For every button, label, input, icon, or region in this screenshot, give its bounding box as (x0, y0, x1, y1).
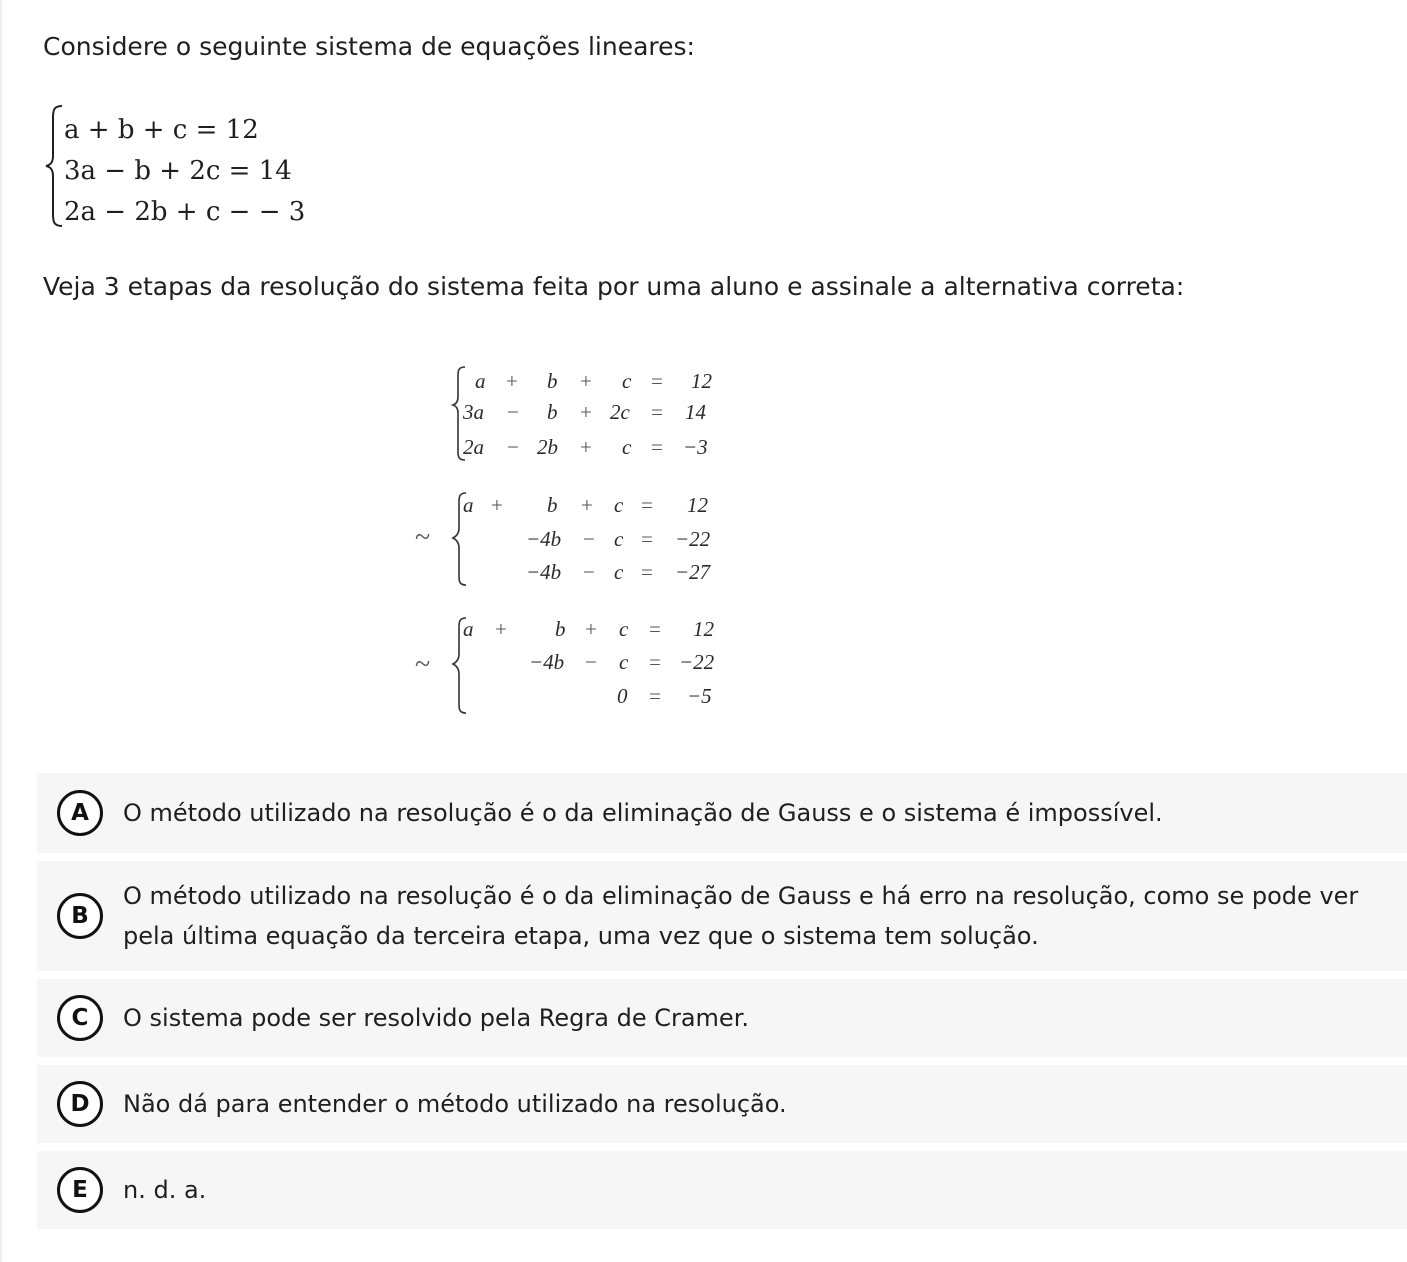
step-3-r1-c6: = (649, 617, 661, 641)
step-1-r3-c7: −3 (683, 435, 708, 459)
step-1-r2-c3: b (547, 400, 558, 424)
step-1-r2-c7: 14 (685, 400, 706, 424)
step-3-r2-c3: c (619, 650, 629, 674)
step-2-tilde: ~ (415, 522, 431, 553)
step-1-r3-c4: + (580, 435, 592, 459)
option-e-letter[interactable]: E (57, 1167, 103, 1213)
system-equations (64, 110, 305, 233)
step-3-r3-c1: 0 (617, 684, 628, 708)
step-1-r1-c4: + (580, 369, 592, 393)
step-3-r1-c5: c (619, 617, 629, 641)
step-2-r1-c2: + (491, 493, 503, 517)
step-3-r1-c2: + (495, 617, 507, 641)
option-d-letter[interactable]: D (57, 1081, 103, 1127)
option-d-text: Não dá para entender o método utilizado na resolução. (123, 1090, 787, 1118)
option-a[interactable] (37, 773, 1407, 853)
step-1-r1-c3: b (547, 369, 558, 393)
left-border (0, 0, 2, 1262)
question-text: Veja 3 etapas da resolução do sistema feita por uma aluno e assinale a alternativa correta: (43, 272, 1185, 301)
step-2-r3-c4: = (641, 560, 653, 584)
step-3-r2-c2: − (585, 650, 597, 674)
step-3-r3-c2: = (649, 684, 661, 708)
step-3-r1-c7: 12 (693, 617, 714, 641)
step-2-r2-c4: = (641, 527, 653, 551)
answer-options (37, 773, 1407, 1237)
step-1-r3-c2: − (507, 435, 519, 459)
system-equation-1: a + b + c = 12 (64, 115, 259, 145)
step-1-r1-c1: a (475, 369, 486, 393)
option-b[interactable] (37, 861, 1407, 971)
step-2-r2-c5: −22 (675, 527, 711, 551)
step-3-tilde: ~ (415, 649, 431, 680)
resolution-steps-figure (413, 360, 723, 720)
step-1-r1-c5: c (622, 369, 632, 393)
step-3-r2-c1: −4b (529, 650, 565, 674)
step-1-r1-c6: = (651, 369, 663, 393)
step-2-r2-c2: − (583, 527, 595, 551)
step-2-r1-c6: = (641, 493, 653, 517)
step-2-r3-c3: c (614, 560, 624, 584)
step-1-r3-c1: 2a (463, 435, 484, 459)
step-1-r3-c3: 2b (537, 435, 558, 459)
step-3-r3-c3: −5 (687, 684, 712, 708)
option-b-letter[interactable]: B (57, 893, 103, 939)
option-e-text: n. d. a. (123, 1176, 207, 1204)
step-1-r1-c7: 12 (691, 369, 712, 393)
step-1-r2-c6: = (651, 400, 663, 424)
option-e[interactable] (37, 1151, 1407, 1229)
step-2-r1-c5: c (614, 493, 624, 517)
step-1-r3-c5: c (622, 435, 632, 459)
step-2-r1-c1: a (463, 493, 474, 517)
step-2-r2-c3: c (614, 527, 624, 551)
step-2-r1-c3: b (547, 493, 558, 517)
step-1-r2-c4: + (580, 400, 592, 424)
system-equation-2: 3a − b + 2c = 14 (64, 156, 292, 186)
step-1-r3-c6: = (651, 435, 663, 459)
step-1-r1-c2: + (506, 369, 518, 393)
step-1-r2-c1: 3a (463, 400, 484, 424)
step-2-r3-c2: − (583, 560, 595, 584)
step-3-r2-c4: = (649, 650, 661, 674)
step-1 (453, 367, 713, 460)
option-b-text: O método utilizado na resolução é o da eliminação de Gauss e há erro na resolução, como se pode ver pela última equação da terceira etapa, uma vez que o sistema tem solução. (123, 882, 1359, 950)
step-3-r1-c4: + (585, 617, 597, 641)
step-2 (415, 493, 712, 585)
step-2-r3-c5: −27 (675, 560, 711, 584)
option-c-letter[interactable]: C (57, 995, 103, 1041)
step-1-r2-c2: − (507, 400, 519, 424)
system-equation-3: 2a − 2b + c − − 3 (64, 197, 306, 227)
intro-text: Considere o seguinte sistema de equações lineares: (43, 32, 695, 61)
step-3-r1-c3: b (555, 617, 566, 641)
step-3 (415, 617, 715, 713)
option-c[interactable] (37, 979, 1407, 1057)
step-2-r3-c1: −4b (526, 560, 562, 584)
option-a-letter[interactable]: A (57, 790, 103, 836)
step-1-r2-c5: 2c (610, 400, 630, 424)
step-2-r1-c7: 12 (687, 493, 708, 517)
option-d[interactable] (37, 1065, 1407, 1143)
steps-svg (413, 360, 723, 720)
step-2-r2-c1: −4b (526, 527, 562, 551)
option-c-text: O sistema pode ser resolvido pela Regra de Cramer. (123, 1004, 749, 1032)
step-2-r1-c4: + (581, 493, 593, 517)
step-3-r1-c1: a (463, 617, 474, 641)
system-brace (44, 104, 66, 228)
step-3-r2-c5: −22 (679, 650, 715, 674)
option-a-text: O método utilizado na resolução é o da eliminação de Gauss e o sistema é impossível. (123, 799, 1163, 827)
